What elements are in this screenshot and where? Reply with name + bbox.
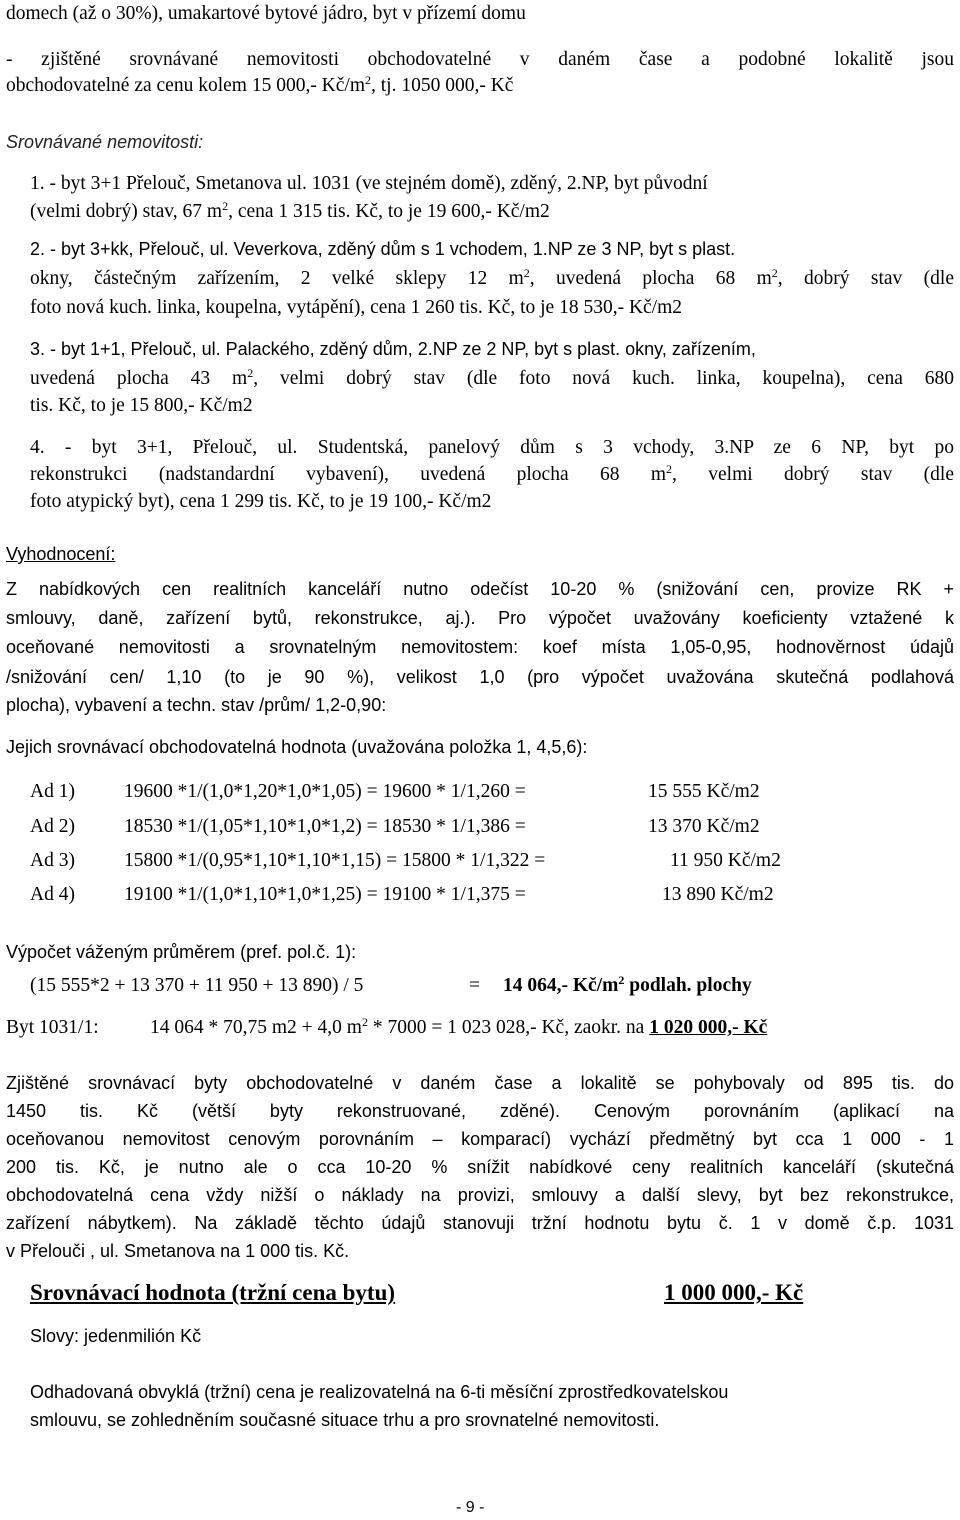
item-text: , cena 1 315 tis. Kč, to je 19 600,- Kč/m2	[228, 201, 550, 222]
byt-expr: 14 064 * 70,75 m2 + 4,0 m	[150, 1017, 362, 1038]
byt-label: Byt 1031/1:	[6, 1017, 99, 1038]
summary-note: smlouvu, se zohledněním současné situace trhu a pro srovnatelné nemovitosti.	[30, 1410, 660, 1430]
summary-note: Odhadovaná obvyklá (tržní) cena je realizovatelná na 6-ti měsíční zprostředkovatelskou	[30, 1382, 729, 1402]
item-text: , velmi dobrý stav (dle	[672, 464, 954, 485]
weighted-formula: (15 555*2 + 13 370 + 11 950 + 13 890) / 5	[30, 975, 364, 996]
evaluation-line: smlouvy, daně, zařízení bytů, rekonstrukce, aj.). Pro výpočet uvažovány koeficienty vztažené k	[6, 608, 954, 628]
item-1-line: 1. - byt 3+1 Přelouč, Smetanova ul. 1031 (ve stejném domě), zděný, 2.NP, byt původní	[30, 173, 708, 194]
conclusion-line: oceňovanou nemovitost cenovým porovnáním – komparací) vychází předmětný byt cca 1 000 - 1	[6, 1129, 954, 1149]
item-3-line: 3. - byt 1+1, Přelouč, ul. Palackého, zděný dům, 2.NP ze 2 NP, byt s plast. okny, zařízením,	[30, 339, 756, 359]
byt-final-value: 1 020 000,- Kč	[649, 1017, 768, 1038]
calc-expression: 18530 *1/(1,05*1,10*1,0*1,2) = 18530 * 1/1,386 =	[124, 816, 526, 837]
conclusion-line: Zjištěné srovnávací byty obchodovatelné v daném čase a lokalitě se pohybovaly od 895 tis. do	[6, 1073, 954, 1093]
item-2-line: 2. - byt 3+kk, Přelouč, ul. Veverkova, zděný dům s 1 vchodem, 1.NP ze 3 NP, byt s plast.	[30, 239, 736, 259]
item-2-line: foto nová kuch. linka, koupelna, vytápění), cena 1 260 tis. Kč, to je 18 530,- Kč/m2	[30, 297, 683, 318]
conclusion-line: zařízení nábytkem). Na základě těchto údajů stanovuji tržní hodnotu bytu č. 1 v domě č.p. 1031	[6, 1213, 954, 1233]
calc-result: 13 370 Kč/m2	[648, 816, 760, 837]
item-text: okny, částečným zařízením, 2 velké sklepy 12 m	[30, 268, 524, 289]
item-2-line	[30, 267, 954, 291]
conclusion-line: v Přelouči , ul. Smetanova na 1 000 tis. Kč.	[6, 1241, 350, 1261]
superscript: 2	[618, 973, 625, 987]
superscript: 2	[365, 73, 372, 87]
byt-expr: * 7000 = 1 023 028,- Kč, zaokr. na	[367, 1017, 650, 1038]
weighted-result-unit: podlah. plochy	[624, 975, 752, 996]
superscript: 2	[771, 266, 778, 280]
item-4-line: foto atypický byt), cena 1 299 tis. Kč, to je 19 100,- Kč/m2	[30, 491, 492, 512]
conclusion-line: obchodovatelná cena vždy nižší o náklady na provizi, smlouvy a další slevy, byt bez rekonstrukce,	[6, 1185, 954, 1205]
evaluation-line: oceňované nemovitosti a srovnatelným nemovitostem: koef místa 1,05-0,95, hodnověrnost údajů	[6, 637, 954, 657]
superscript: 2	[666, 462, 673, 476]
calc-label: Ad 4)	[30, 884, 75, 905]
item-text: , velmi dobrý stav (dle foto nová kuch. linka, koupelna), cena 680	[253, 368, 954, 389]
section-heading-evaluation	[6, 542, 954, 566]
evaluation-line: plocha), vybavení a techn. stav /prům/ 1,2-0,90:	[6, 695, 387, 715]
section-heading-compared: Srovnávané nemovitosti:	[6, 132, 204, 152]
byt-calculation	[150, 1016, 767, 1040]
item-text: , uvedená plocha 68 m	[529, 268, 772, 289]
page-number: - 9 -	[456, 1499, 485, 1516]
superscript: 2	[361, 1015, 368, 1029]
conclusion-line: 1450 tis. Kč (větší byty rekonstruované, zděné). Cenovým porovnáním (aplikací na	[6, 1101, 954, 1121]
superscript: 2	[247, 366, 254, 380]
calc-expression: 19100 *1/(1,0*1,10*1,0*1,25) = 19100 * 1/1,375 =	[124, 884, 526, 905]
intro-text: obchodovatelné za cenu kolem 15 000,- Kč/m	[6, 75, 366, 96]
summary-words: Slovy: jedenmilión Kč	[30, 1326, 202, 1346]
superscript: 2	[523, 266, 530, 280]
weighted-heading: Výpočet váženým průměrem (pref. pol.č. 1):	[6, 942, 357, 962]
calc-label: Ad 3)	[30, 850, 75, 871]
evaluation-line: Jejich srovnávací obchodovatelná hodnota (uvažována položka 1, 4,5,6):	[6, 737, 588, 757]
item-text: (velmi dobrý) stav, 67 m	[30, 201, 223, 222]
summary-label: Srovnávací hodnota (tržní cena bytu)	[30, 1280, 396, 1305]
intro-line: - zjištěné srovnávané nemovitosti obchodovatelné v daném čase a podobné lokalitě jsou	[6, 49, 954, 70]
calc-result: 15 555 Kč/m2	[648, 781, 760, 802]
calc-result: 13 890 Kč/m2	[662, 884, 774, 905]
intro-text: , tj. 1050 000,- Kč	[371, 75, 514, 96]
item-3-line: tis. Kč, to je 15 800,- Kč/m2	[30, 395, 253, 416]
calc-expression: 19600 *1/(1,0*1,20*1,0*1,05) = 19600 * 1/1,260 =	[124, 781, 526, 802]
item-3-line	[30, 367, 954, 391]
item-4-line	[30, 463, 954, 487]
intro-line	[6, 74, 954, 98]
calc-result: 11 950 Kč/m2	[670, 850, 781, 871]
item-text: , dobrý stav (dle	[777, 268, 954, 289]
calc-label: Ad 1)	[30, 781, 75, 802]
item-1-line	[30, 200, 954, 224]
superscript: 2	[222, 199, 229, 213]
item-text: uvedená plocha 43 m	[30, 368, 248, 389]
summary-value: 1 000 000,- Kč	[664, 1280, 804, 1305]
calc-expression: 15800 *1/(0,95*1,10*1,10*1,15) = 15800 * 1/1,322 =	[124, 850, 546, 871]
weighted-equals: =	[469, 975, 480, 996]
conclusion-line: 200 tis. Kč, je nutno ale o cca 10-20 % snížit nabídkové ceny realitních kanceláří (skutečná	[6, 1157, 954, 1177]
calc-label: Ad 2)	[30, 816, 75, 837]
item-text: rekonstrukci (nadstandardní vybavení), uvedená plocha 68 m	[30, 464, 667, 485]
evaluation-line: /snižování cen/ 1,10 (to je 90 %), velikost 1,0 (pro výpočet uvažována skutečná podlahová	[6, 667, 954, 687]
weighted-result	[503, 974, 752, 998]
text-line: domech (až o 30%), umakartové bytové jádro, byt v přízemí domu	[6, 3, 526, 24]
item-4-line: 4. - byt 3+1, Přelouč, ul. Studentská, panelový dům s 3 vchody, 3.NP ze 6 NP, byt po	[30, 437, 954, 458]
heading-text: Vyhodnocení:	[6, 544, 116, 564]
weighted-result-value: 14 064,- Kč/m	[503, 975, 619, 996]
evaluation-line: Z nabídkových cen realitních kanceláří nutno odečíst 10-20 % (snižování cen, provize RK +	[6, 579, 954, 599]
